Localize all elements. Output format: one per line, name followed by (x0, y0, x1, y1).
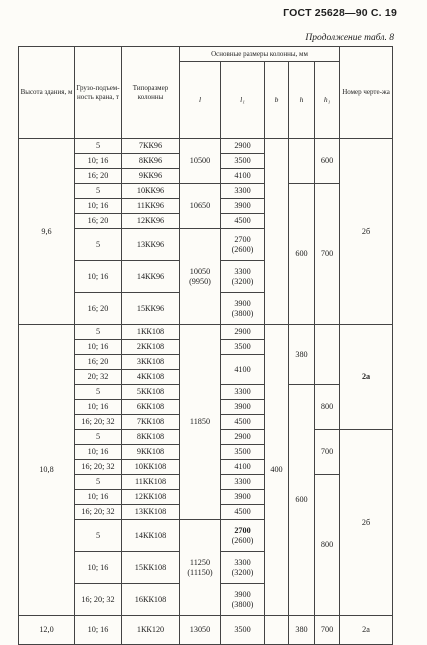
load-cell: 16; 20 (75, 214, 122, 229)
h1-cell: 800 (315, 385, 340, 430)
col-header-dims: Основные размеры колонны, мм (180, 47, 340, 62)
type-cell: 10КК96 (122, 184, 180, 199)
load-cell: 5 (75, 184, 122, 199)
l1-value: 3900 (234, 590, 251, 600)
type-cell: 7КК96 (122, 139, 180, 154)
load-cell: 10; 16 (75, 340, 122, 355)
load-cell: 10; 16 (75, 552, 122, 584)
type-cell: 4КК108 (122, 370, 180, 385)
l1-value-alt: (2600) (231, 244, 254, 254)
load-cell: 5 (75, 475, 122, 490)
l1-cell: 3500 (221, 616, 265, 645)
l1-cell: 4500 (221, 505, 265, 520)
col-header-drawing: Номер черте-жа (340, 47, 393, 139)
l1-cell (221, 293, 265, 325)
load-cell: 10; 16 (75, 199, 122, 214)
l1-value-alt: (3200) (231, 567, 254, 577)
l-cell: 10650 (180, 184, 221, 229)
type-cell: 1КК108 (122, 325, 180, 340)
type-cell: 15КК108 (122, 552, 180, 584)
col-header-h1: h₁ (315, 62, 340, 139)
load-cell: 5 (75, 229, 122, 261)
col-header-l: l (180, 62, 221, 139)
load-cell: 5 (75, 325, 122, 340)
l1-value: 2700 (234, 235, 251, 245)
l-cell: 13050 (180, 616, 221, 645)
col-header-b: b (265, 62, 289, 139)
type-cell: 2КК108 (122, 340, 180, 355)
drawing-number: 2а (340, 616, 393, 645)
l-cell: 10500 (180, 139, 221, 184)
l1-cell (221, 584, 265, 616)
building-height: 12,0 (19, 616, 75, 645)
l-value-alt: (9950) (189, 276, 211, 286)
l1-value-alt: (3800) (231, 308, 254, 318)
type-cell: 12КК108 (122, 490, 180, 505)
l1-cell (221, 229, 265, 261)
table-continuation-caption: Продолжение табл. 8 (305, 33, 394, 43)
type-cell: 3КК108 (122, 355, 180, 370)
type-cell: 13КК96 (122, 229, 180, 261)
load-cell: 16; 20; 32 (75, 584, 122, 616)
h1-cell: 700 (315, 430, 340, 475)
h1-cell: 600 (315, 139, 340, 184)
l1-cell (221, 261, 265, 293)
load-cell: 10; 16 (75, 616, 122, 645)
l1-cell (221, 552, 265, 584)
col-header-height: Высота здания, м (19, 47, 75, 139)
load-cell: 16; 20 (75, 169, 122, 184)
load-cell: 16; 20; 32 (75, 505, 122, 520)
drawing-number: 2а (340, 325, 393, 430)
h-cell: 600 (289, 184, 315, 325)
l1-value-alt: (3800) (231, 599, 254, 609)
l1-cell: 2900 (221, 325, 265, 340)
load-cell: 5 (75, 520, 122, 552)
l1-cell: 4500 (221, 415, 265, 430)
col-header-l1: l₁ (221, 62, 265, 139)
h-cell (289, 139, 315, 184)
h-cell: 380 (289, 325, 315, 385)
type-cell: 9КК96 (122, 169, 180, 184)
drawing-number: 2б (340, 139, 393, 325)
type-cell: 13КК108 (122, 505, 180, 520)
type-cell: 15КК96 (122, 293, 180, 325)
l1-value-alt: (2600) (231, 535, 254, 545)
type-cell: 14КК108 (122, 520, 180, 552)
drawing-number: 2б (340, 430, 393, 616)
h-cell: 380 (289, 616, 315, 645)
load-cell: 5 (75, 385, 122, 400)
l1-cell: 3900 (221, 199, 265, 214)
l-cell: 11850 (180, 325, 221, 520)
type-cell: 16КК108 (122, 584, 180, 616)
l1-cell: 2900 (221, 139, 265, 154)
building-height: 10,8 (19, 325, 75, 616)
col-header-type: Типоразмер колонны (122, 47, 180, 139)
type-cell: 10КК108 (122, 460, 180, 475)
type-cell: 6КК108 (122, 400, 180, 415)
h1-cell (315, 325, 340, 385)
load-cell: 16; 20; 32 (75, 460, 122, 475)
h1-cell: 800 (315, 475, 340, 616)
l-value: 11250 (189, 558, 211, 568)
type-cell: 5КК108 (122, 385, 180, 400)
load-cell: 5 (75, 430, 122, 445)
l1-cell: 3900 (221, 490, 265, 505)
l1-cell: 3300 (221, 385, 265, 400)
l1-value: 3300 (234, 267, 251, 277)
l1-cell: 3900 (221, 400, 265, 415)
columns-table (18, 46, 393, 645)
page-header: ГОСТ 25628—90 С. 19 (283, 7, 397, 19)
type-cell: 11КК96 (122, 199, 180, 214)
l1-cell: 4100 (221, 355, 265, 385)
l1-value: 3300 (234, 558, 251, 568)
load-cell: 10; 16 (75, 154, 122, 169)
type-cell: 11КК108 (122, 475, 180, 490)
load-cell: 16; 20; 32 (75, 415, 122, 430)
l1-value-alt: (3200) (231, 276, 254, 286)
type-cell: 8КК108 (122, 430, 180, 445)
h1-cell: 700 (315, 184, 340, 325)
load-cell: 10; 16 (75, 445, 122, 460)
load-cell: 10; 16 (75, 490, 122, 505)
h1-cell: 700 (315, 616, 340, 645)
type-cell: 7КК108 (122, 415, 180, 430)
l1-cell: 3500 (221, 154, 265, 169)
col-header-h: h (289, 62, 315, 139)
l1-cell: 2900 (221, 430, 265, 445)
load-cell: 16; 20 (75, 355, 122, 370)
col-header-load: Грузо-подъем-ность крана, т (75, 47, 122, 139)
l1-cell: 4500 (221, 214, 265, 229)
type-cell: 1КК120 (122, 616, 180, 645)
l1-cell: 3300 (221, 475, 265, 490)
load-cell: 10; 16 (75, 400, 122, 415)
b-cell: 400 (265, 325, 289, 616)
l1-value: 2700 (234, 526, 251, 536)
l1-cell: 4100 (221, 460, 265, 475)
l-value-alt: (11150) (187, 567, 213, 577)
l-cell (180, 520, 221, 616)
load-cell: 5 (75, 139, 122, 154)
l1-cell: 4100 (221, 169, 265, 184)
l1-value: 3900 (234, 299, 251, 309)
type-cell: 9КК108 (122, 445, 180, 460)
load-cell: 10; 16 (75, 261, 122, 293)
load-cell: 20; 32 (75, 370, 122, 385)
l-cell (180, 229, 221, 325)
type-cell: 14КК96 (122, 261, 180, 293)
building-height: 9,6 (19, 139, 75, 325)
h-cell: 600 (289, 385, 315, 616)
l1-cell: 3500 (221, 445, 265, 460)
l-value: 10050 (189, 267, 211, 277)
b-cell (265, 139, 289, 325)
type-cell: 8КК96 (122, 154, 180, 169)
l1-cell: 3300 (221, 184, 265, 199)
load-cell: 16; 20 (75, 293, 122, 325)
l1-cell (221, 520, 265, 552)
b-cell (265, 616, 289, 645)
l1-cell: 3500 (221, 340, 265, 355)
type-cell: 12КК96 (122, 214, 180, 229)
